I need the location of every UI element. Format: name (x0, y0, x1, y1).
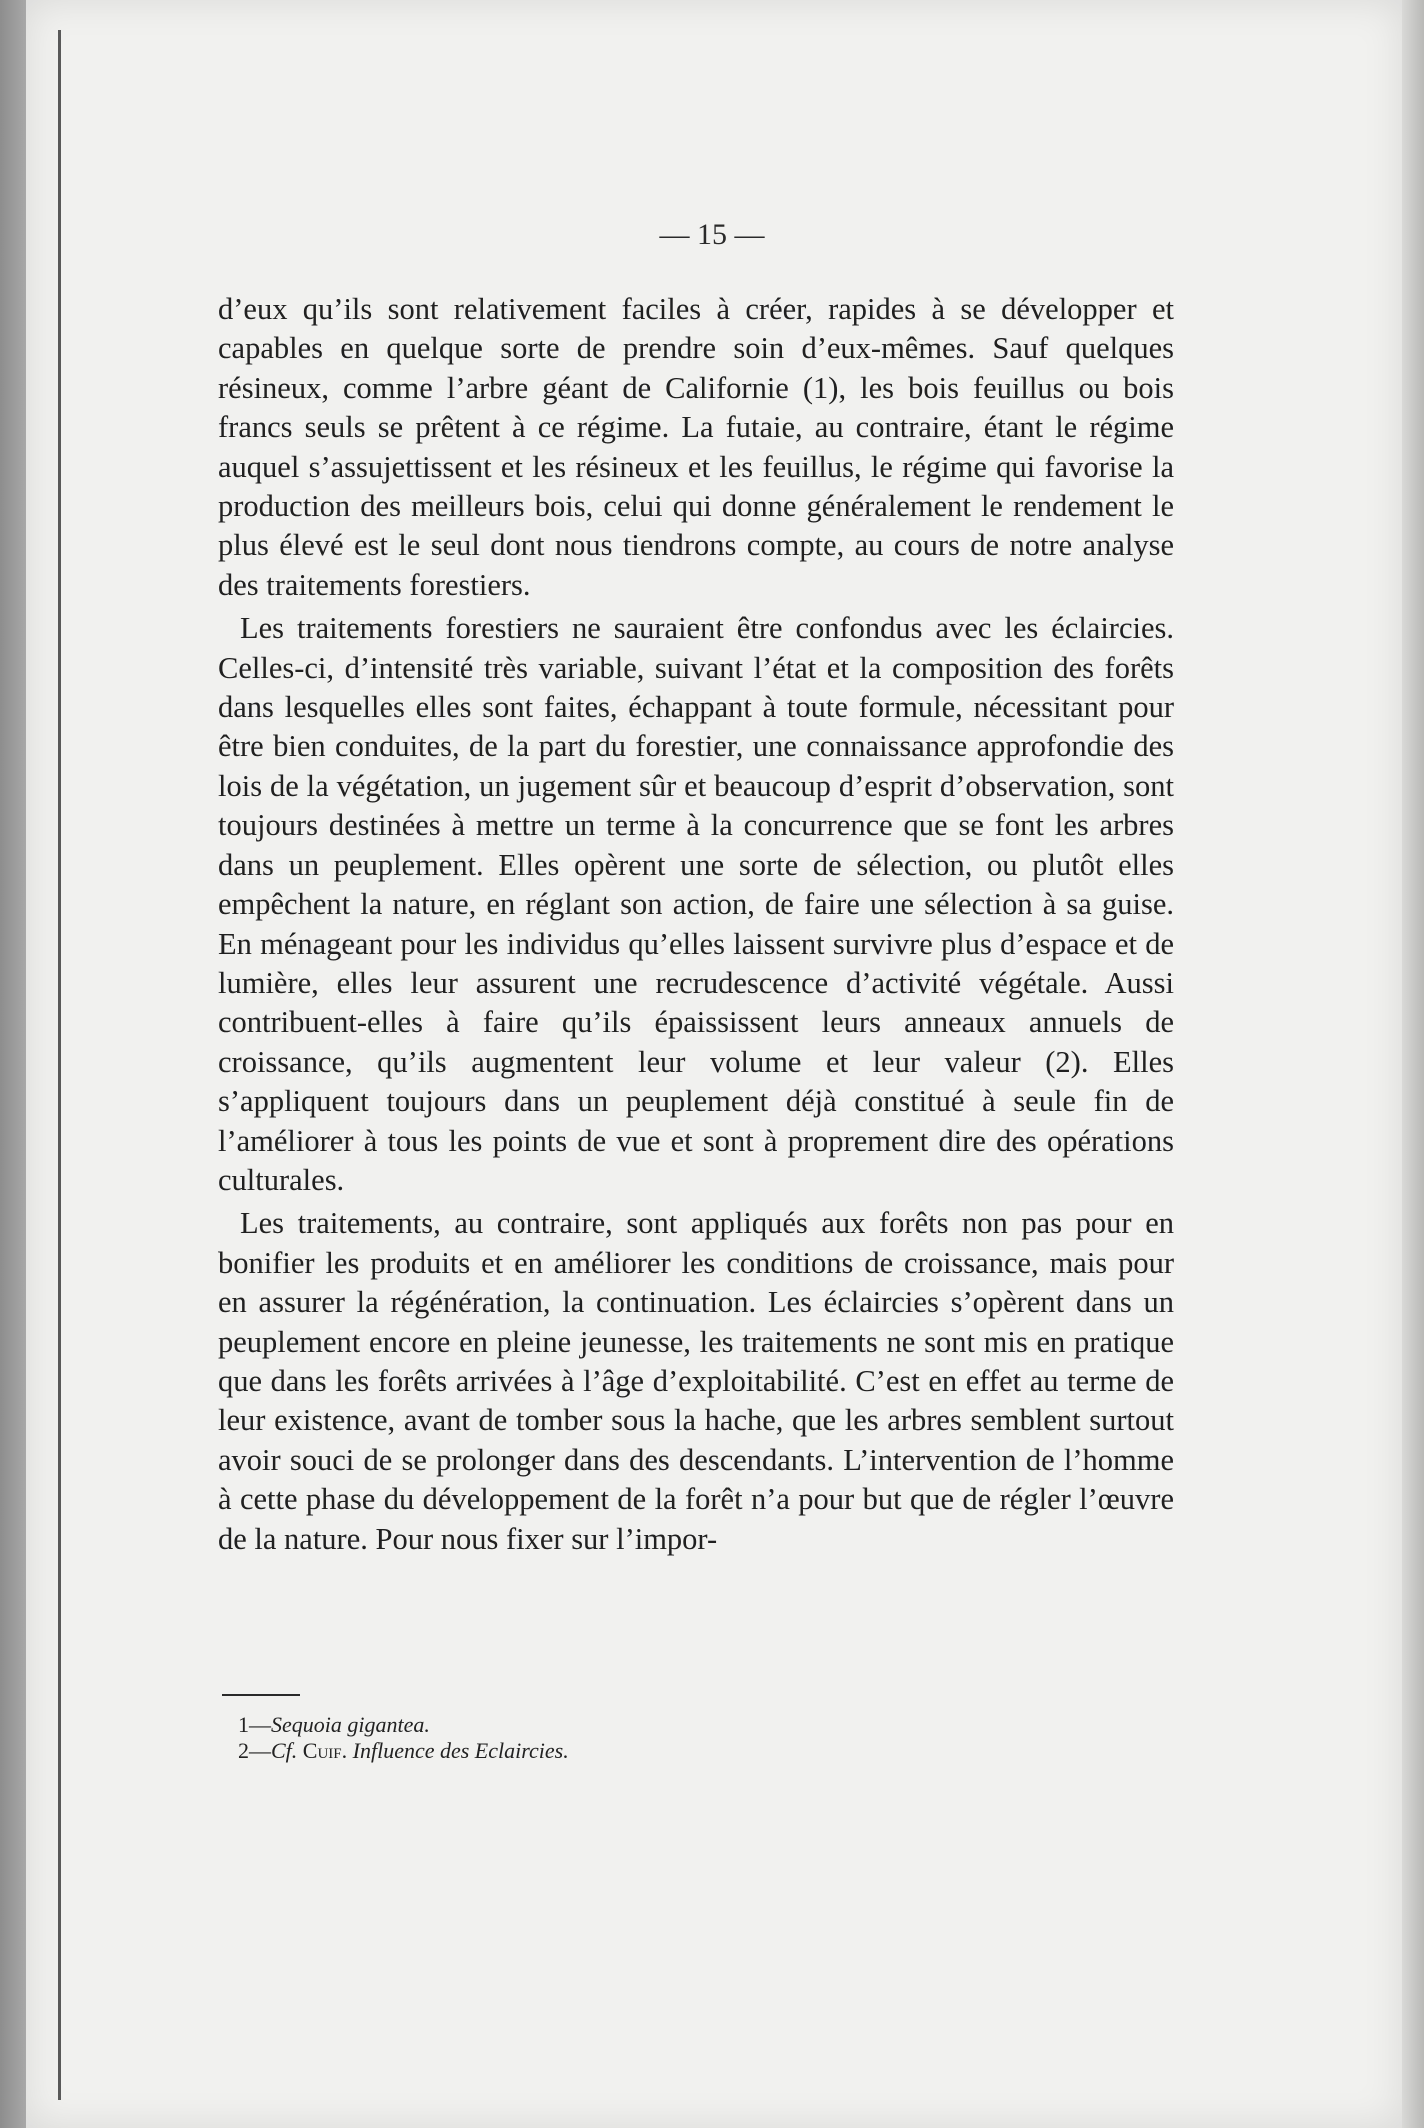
paragraph-1: d’eux qu’ils sont relativement faciles à créer, rapides à se développer et capables en quelque sorte de prendre soin d’eux-mêmes. Sauf quelques résineux, comme l’arbre géant de Californie (1), les bois feuillus ou bois francs seuls se prêtent à ce régime. La futaie, au contraire, étant le régime auquel s’assujettissent et les résineux et les feuillus, le régime qui favorise la production des meilleurs bois, celui qui donne généralement le rendement le plus élevé est le seul dont nous tiendrons compte, au cours de notre analyse des traitements forestiers. (218, 292, 1174, 602)
footnote-text: Sequoia gigantea. (271, 1712, 430, 1737)
footnote-marker: 2— (238, 1738, 271, 1763)
page-right-edge (1402, 0, 1424, 2128)
footnotes (238, 1712, 1138, 1764)
binding-fold-line (58, 30, 61, 2100)
footnote-marker: 1— (238, 1712, 271, 1737)
paragraph-3: Les traitements, au contraire, sont appliqués aux forêts non pas pour en bonifier les produits et en améliorer les conditions de croissance, mais pour en assurer la régénération, la continuation. Les éclaircies s’opèrent dans un peuplement encore en pleine jeunesse, les traitements ne sont mis en pratique que dans les forêts arrivées à l’âge d’exploitabilité. C’est en effet au terme de leur existence, avant de tomber sous la hache, que les arbres semblent surtout avoir souci de se prolonger dans des descendants. L’intervention de l’homme à cette phase du développement de la forêt n’a pour but que de régler l’œuvre de la nature. Pour nous fixer sur l’impor- (218, 1206, 1174, 1556)
footnote-title: Influence des Eclaircies. (352, 1738, 569, 1763)
body-text (218, 290, 1174, 1559)
page-number: — 15 — (659, 218, 765, 251)
footnote-cf: Cf. (271, 1738, 298, 1763)
footnote-author: Cuif. (302, 1738, 348, 1763)
adjacent-page-edge (0, 0, 26, 2128)
footnote-2 (238, 1738, 1138, 1764)
footnote-separator (222, 1694, 300, 1696)
footnote-1 (238, 1712, 1138, 1738)
paragraph-2: Les traitements forestiers ne sauraient être confondus avec les éclaircies. Celles-ci, d’intensité très variable, suivant l’état et la composition des forêts dans lesquelles elles sont faites, échappant à toute formule, nécessitant pour être bien conduites, de la part du forestier, une connaissance approfondie des lois de la végétation, un jugement sûr et beaucoup d’esprit d’observation, sont toujours destinées à mettre un terme à la concurrence que se font les arbres dans un peuplement. Elles opèrent une sorte de sélection, ou plutôt elles empêchent la nature, en réglant son action, de faire une sélection à sa guise. En ménageant pour les individus qu’elles laissent survivre plus d’espace et de lumière, elles leur assurent une recrudescence d’activité végétale. Aussi contribuent-elles à faire qu’ils épaississent leurs anneaux annuels de croissance, qu’ils augmentent leur volume et leur valeur (2). Elles s’appliquent toujours dans un peuplement déjà constitué à seule fin de l’améliorer à tous les points de vue et sont à proprement dire des opérations culturales. (218, 611, 1174, 1197)
